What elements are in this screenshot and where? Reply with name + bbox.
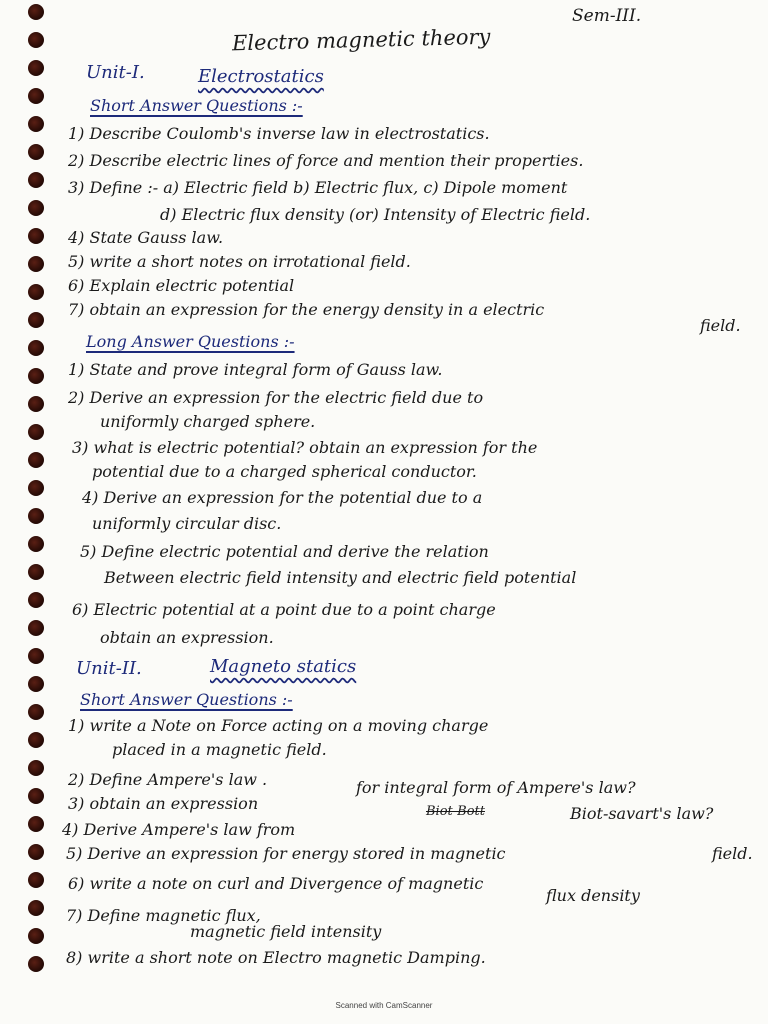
unit1-long-heading: Long Answer Questions :- — [86, 332, 295, 351]
u1-long-q4b: uniformly circular disc. — [92, 514, 282, 533]
u1-long-q3b: potential due to a charged spherical conductor. — [92, 462, 477, 481]
binder-hole — [28, 704, 44, 720]
u2-q2: 2) Define Ampere's law . — [68, 770, 268, 789]
binder-hole — [28, 956, 44, 972]
u1-short-q3a: 3) Define :- a) Electric field b) Electric flux, c) Dipole moment — [68, 178, 568, 197]
binder-hole — [28, 648, 44, 664]
binder-hole — [28, 4, 44, 20]
u2-q3b: for integral form of Ampere's law? — [356, 778, 636, 797]
u2-q7a: 7) Define magnetic flux, — [66, 906, 261, 925]
binder-hole — [28, 536, 44, 552]
binder-hole — [28, 620, 44, 636]
unit1-label: Unit-I. — [86, 62, 145, 83]
binder-hole — [28, 116, 44, 132]
u1-short-q4: 4) State Gauss law. — [68, 228, 224, 247]
u2-q4b: Biot-savart's law? — [570, 804, 714, 823]
binder-hole — [28, 256, 44, 272]
binder-holes — [28, 4, 48, 1004]
binder-hole — [28, 872, 44, 888]
binder-hole — [28, 368, 44, 384]
u1-long-q1: 1) State and prove integral form of Gauss law. — [68, 360, 443, 379]
u2-q1b: placed in a magnetic field. — [112, 740, 327, 759]
binder-hole — [28, 788, 44, 804]
binder-hole — [28, 816, 44, 832]
u1-short-q1: 1) Describe Coulomb's inverse law in electrostatics. — [68, 124, 490, 143]
binder-hole — [28, 480, 44, 496]
binder-hole — [28, 564, 44, 580]
unit2-topic: Magneto statics — [210, 656, 357, 677]
u1-long-q4a: 4) Derive an expression for the potential due to a — [82, 488, 483, 507]
binder-hole — [28, 60, 44, 76]
unit2-label: Unit-II. — [76, 658, 142, 679]
binder-hole — [28, 676, 44, 692]
u2-q1a: 1) write a Note on Force acting on a moving charge — [68, 716, 489, 735]
u1-long-q6a: 6) Electric potential at a point due to a point charge — [72, 600, 496, 619]
u2-q4-struck: Biot-Bott — [426, 804, 485, 819]
binder-hole — [28, 760, 44, 776]
binder-hole — [28, 844, 44, 860]
u2-q8: 8) write a short note on Electro magnetic Damping. — [66, 948, 486, 967]
binder-hole — [28, 88, 44, 104]
u1-long-q2a: 2) Derive an expression for the electric field due to — [68, 388, 484, 407]
binder-hole — [28, 200, 44, 216]
u1-short-q2: 2) Describe electric lines of force and mention their properties. — [68, 151, 584, 170]
u2-q3a: 3) obtain an expression — [68, 794, 259, 813]
u1-long-q2b: uniformly charged sphere. — [100, 412, 316, 431]
u1-short-q6: 6) Explain electric potential — [68, 276, 295, 295]
binder-hole — [28, 928, 44, 944]
u1-long-q6b: obtain an expression. — [100, 628, 274, 647]
binder-hole — [28, 452, 44, 468]
u2-q5a: 5) Derive an expression for energy stored in magnetic — [66, 844, 506, 863]
u1-long-q5a: 5) Define electric potential and derive the relation — [80, 542, 489, 561]
u2-q6a: 6) write a note on curl and Divergence of magnetic — [68, 874, 484, 893]
page-title: Electro magnetic theory — [231, 24, 491, 56]
scanner-watermark: Scanned with CamScanner — [335, 1001, 433, 1010]
binder-hole — [28, 32, 44, 48]
binder-hole — [28, 172, 44, 188]
unit1-topic: Electrostatics — [198, 66, 324, 87]
u1-short-q3b: d) Electric flux density (or) Intensity of Electric field. — [160, 205, 591, 224]
binder-hole — [28, 312, 44, 328]
u1-short-q7a: 7) obtain an expression for the energy density in a electric — [68, 300, 545, 319]
u2-q4a: 4) Derive Ampere's law from — [62, 820, 296, 839]
binder-hole — [28, 732, 44, 748]
binder-hole — [28, 228, 44, 244]
u2-q5b: field. — [712, 844, 753, 863]
u2-q7b: magnetic field intensity — [190, 922, 382, 941]
binder-hole — [28, 144, 44, 160]
u1-short-q7b: field. — [700, 316, 741, 335]
binder-hole — [28, 424, 44, 440]
unit2-short-heading: Short Answer Questions :- — [80, 690, 293, 709]
semester-label: Sem-III. — [572, 6, 642, 26]
binder-hole — [28, 284, 44, 300]
u1-short-q5: 5) write a short notes on irrotational field. — [68, 252, 411, 271]
binder-hole — [28, 340, 44, 356]
binder-hole — [28, 396, 44, 412]
u1-long-q3a: 3) what is electric potential? obtain an expression for the — [72, 438, 538, 457]
unit1-short-heading: Short Answer Questions :- — [90, 96, 303, 115]
binder-hole — [28, 508, 44, 524]
binder-hole — [28, 900, 44, 916]
u1-long-q5b: Between electric field intensity and electric field potential — [104, 568, 577, 587]
u2-q6b: flux density — [546, 886, 640, 905]
binder-hole — [28, 592, 44, 608]
